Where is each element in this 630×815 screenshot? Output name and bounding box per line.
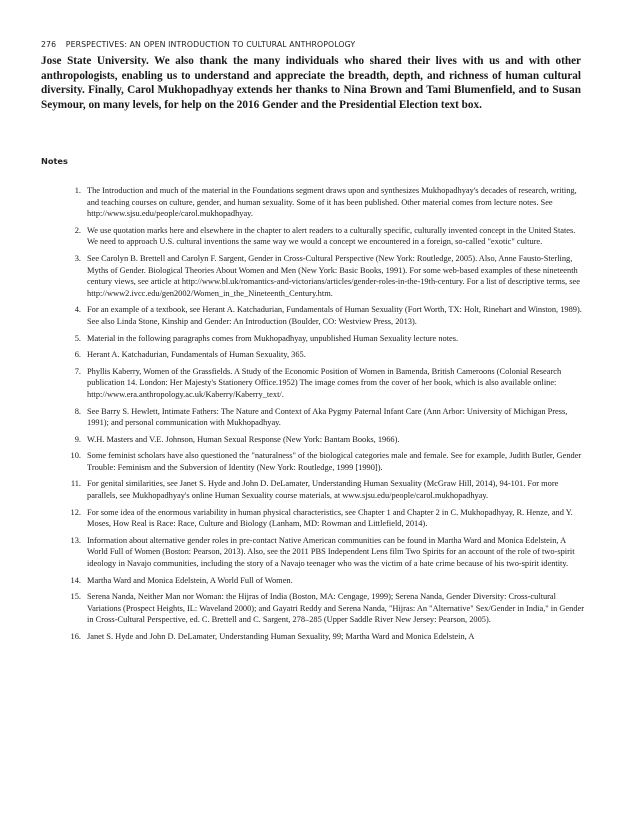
note-text: Serena Nanda, Neither Man nor Woman: the Hijras of India (Boston, MA: Cengage, 1999); Serena Nanda, Gender Diversity: Cross-cultural Variations (Prospect Heights, IL: Waveland 2000); and Gayatri Reddy and Serena Nanda, "Hijras: An "Alternative" Sex/Gender in India," in Gender in Cross-Cultural Perspective, ed. C. Brettell and C. Sargent, 278–285 (Upper Saddle River New Jersey: Pearson, 2005). — [87, 592, 585, 625]
note-item — [74, 253, 587, 299]
note-number: 2. — [74, 225, 81, 235]
note-text: Phyllis Kaberry, Women of the Grassfields. A Study of the Economic Position of Women in Bamenda, British Cameroons (Colonial Research publication 14. London: Her Majesty's Stationery Office.1952) The image comes from the cover of her book, which is also available online: http://www.era.anthropology.ac.uk/Kaberry/Kaberry_text/. — [87, 366, 562, 399]
notes-heading: Notes — [41, 156, 68, 166]
note-item — [70, 575, 587, 587]
note-number: 16. — [70, 632, 81, 641]
note-text: The Introduction and much of the material in the Foundations segment draws upon and synthesizes Mukhopadhyay's decades of research, writing, and teaching courses on culture, gender, and human sexuality. Some of it has been published. Other material comes from lecture notes. See http://www.sjsu.edu/people/carol.mukhopadhyay. — [87, 186, 577, 219]
note-item — [70, 507, 587, 530]
note-number: 6. — [74, 350, 81, 360]
note-text: For some idea of the enormous variability in human physical characteristics, see Chapter 1 and Chapter 2 in C. Mukhopadhyay, R. Henze, and Y. Moses, How Real is Race: Race, Culture and Biology (Lanham, MD: Rowman and Littlefield, 2014). — [87, 507, 573, 529]
note-text: See Barry S. Hewlett, Intimate Fathers: The Nature and Context of Aka Pygmy Paternal Infant Care (Ann Arbor: University of Michigan Press, 1991); and personal communication with Mukhopadhyay. — [87, 406, 568, 428]
note-text: Herant A. Katchadurian, Fundamentals of Human Sexuality, 365. — [87, 350, 306, 360]
notes-list — [70, 185, 587, 648]
note-item — [70, 631, 587, 643]
note-text: See Carolyn B. Brettell and Carolyn F. Sargent, Gender in Cross-Cultural Perspective (New York: Routledge, 2005). Also, Anne Fausto-Sterling, Myths of Gender. Biological Theories About Women and Men (New York: Basic Books, 1991). For some web-based examples of these nineteenth century views, see article at http://www.bl.uk/romantics-and-victorians/articles/gender-roles-in-the-19th-century. For a list of descriptive terms, see http://www2.ivcc.edu/gen2002/Women_in_the_Nineteenth_Century.htm. — [87, 253, 580, 298]
note-number: 3. — [74, 253, 81, 263]
note-item — [74, 304, 587, 327]
note-number: 15. — [70, 592, 81, 602]
note-number: 1. — [74, 186, 81, 195]
running-header — [41, 40, 355, 49]
note-text: Martha Ward and Monica Edelstein, A World Full of Women. — [87, 575, 293, 585]
note-item — [70, 450, 587, 473]
note-number: 4. — [74, 305, 81, 315]
note-text: Material in the following paragraphs comes from Mukhopadhyay, unpublished Human Sexuality lecture notes. — [87, 333, 459, 343]
page-number: 276 — [41, 40, 57, 49]
note-number: 5. — [74, 333, 81, 343]
note-item — [70, 478, 587, 501]
note-text: Janet S. Hyde and John D. DeLamater, Understanding Human Sexuality, 99; Martha Ward and Monica Edelstein, A — [87, 632, 475, 641]
note-item — [74, 349, 587, 361]
note-number: 11. — [70, 479, 81, 489]
note-number: 7. — [74, 366, 81, 376]
note-text: Information about alternative gender roles in pre-contact Native American communities can be found in Martha Ward and Monica Edelstein, A World Full of Women (Boston: Pearson, 2013). Also, see the 2011 PBS Independent Lens film Two Spirits for an account of the role of two-spirit ideology in Navajo communities, including the story of a Navajo teenager who was the victim of a hate crime because of his two-spirit identity. — [87, 535, 575, 569]
note-text: We use quotation marks here and elsewhere in the chapter to alert readers to a culturally specific, culturally invented concept in the United States. We need to approach U.S. cultural inventions the same way we would a concept we encountered in a foreign, so-called "exotic" culture. — [87, 225, 576, 247]
note-item — [74, 366, 587, 401]
note-text: Some feminist scholars have also questioned the "naturalness" of the biological categories male and female. See for example, Judith Butler, Gender Trouble: Feminism and the Subversion of Identity (New York: Routledge, 1999 [1990]). — [87, 451, 582, 472]
note-number: 8. — [74, 406, 81, 416]
note-number: 13. — [70, 535, 81, 545]
note-number: 14. — [70, 575, 81, 585]
note-item — [74, 434, 587, 446]
note-text: For genital similarities, see Janet S. Hyde and John D. DeLamater, Understanding Human Sexuality (McGraw Hill, 2014), 94-101. For more parallels, see Mukhopadhyay's online Human Sexuality course materials, at www.sjsu.edu/people/carol.mukhopadhyay. — [87, 479, 559, 501]
note-number: 9. — [74, 434, 81, 444]
intro-paragraph: Jose State University. We also thank the many individuals who shared their lives with us and with other anthropologists, enabling us to understand and appreciate the breadth, depth, and richness of human cultural diversity. Finally, Carol Mukhopadhyay extends her thanks to Nina Brown and Tami Blumenfield, and to Susan Seymour, on many levels, for help on the 2016 Gender and the Presidential Election text box. — [41, 55, 581, 111]
running-title: PERSPECTIVES: AN OPEN INTRODUCTION TO CULTURAL ANTHROPOLOGY — [65, 40, 356, 49]
note-item — [74, 406, 587, 429]
note-number: 12. — [70, 507, 81, 517]
note-number: 10. — [70, 451, 81, 461]
note-item — [70, 535, 587, 570]
note-text: For an example of a textbook, see Herant A. Katchadurian, Fundamentals of Human Sexuality (Fort Worth, TX: Holt, Rinehart and Winston, 1989). See also Linda Stone, Kinship and Gender: An Introduction (Boulder, CO: Westview Press, 2013). — [87, 305, 582, 326]
note-item — [70, 591, 587, 626]
note-item — [74, 333, 587, 345]
note-item — [74, 225, 587, 248]
note-text: W.H. Masters and V.E. Johnson, Human Sexual Response (New York: Bantam Books, 1966). — [87, 434, 400, 444]
note-item — [74, 185, 587, 220]
